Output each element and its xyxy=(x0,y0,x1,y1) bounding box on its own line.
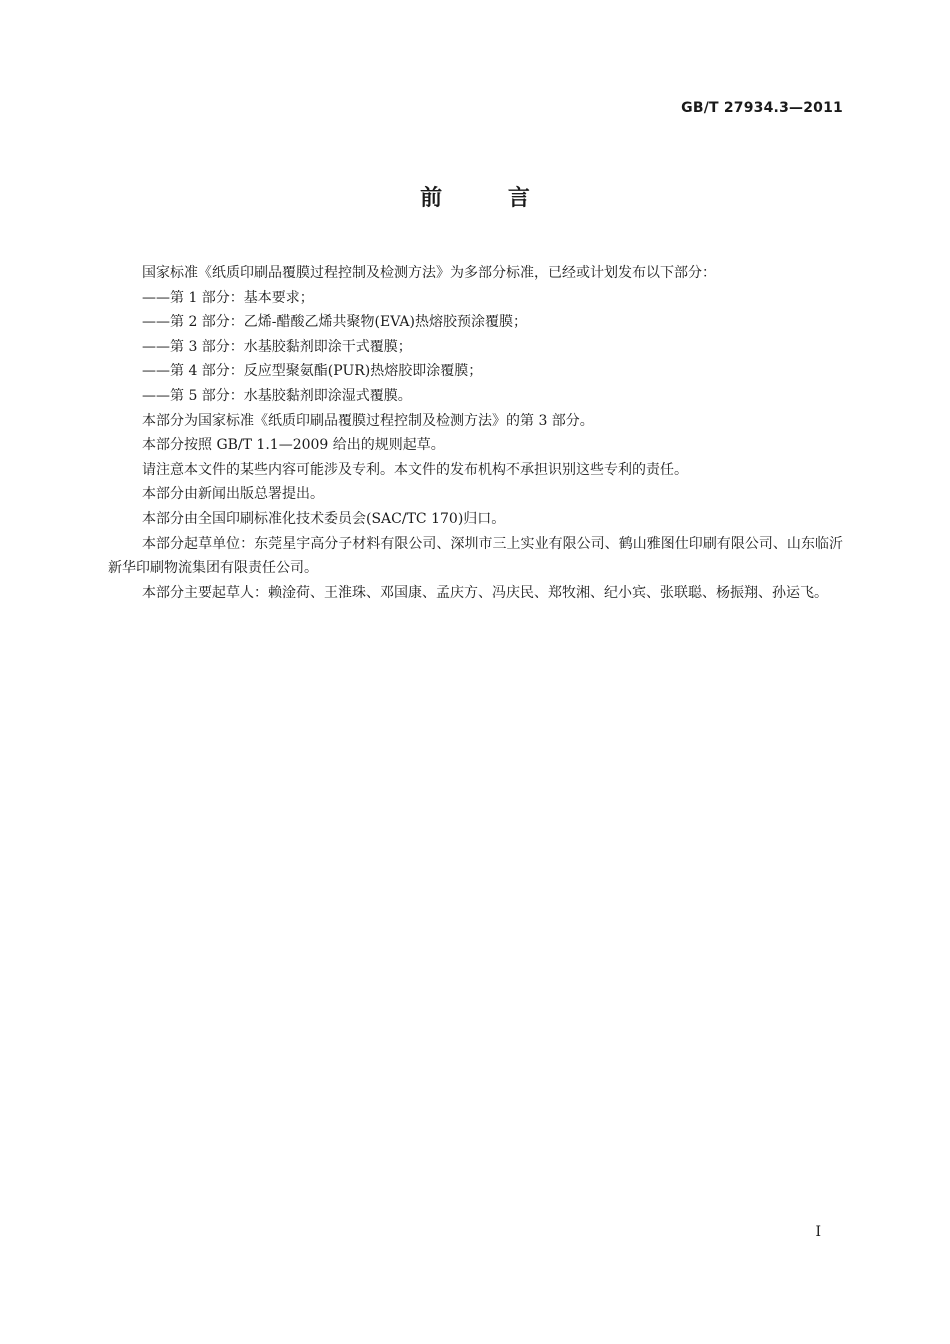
body-paragraph: 本部分按照 GB/T 1.1—2009 给出的规则起草。 xyxy=(142,437,445,454)
foreword-body xyxy=(108,261,843,605)
part-list-item: ——第 3 部分：水基胶黏剂即涂干式覆膜； xyxy=(142,338,412,355)
part-list-item: ——第 1 部分：基本要求； xyxy=(142,289,314,306)
part-list-item: ——第 2 部分：乙烯-醋酸乙烯共聚物(EVA)热熔胶预涂覆膜； xyxy=(142,314,527,331)
part-list-item: ——第 4 部分：反应型聚氨酯(PUR)热熔胶即涂覆膜； xyxy=(142,363,483,380)
body-paragraph: 本部分为国家标准《纸质印刷品覆膜过程控制及检测方法》的第 3 部分。 xyxy=(142,412,594,429)
body-paragraph: 本部分由新闻出版总署提出。 xyxy=(142,486,324,503)
page-number: I xyxy=(815,1224,821,1240)
drafters-paragraph: 本部分主要起草人：赖淦荷、王淮珠、邓国康、孟庆方、冯庆民、郑牧湘、纪小宾、张联聪、杨振翔、孙运飞。 xyxy=(142,584,828,601)
page-title: 前 言 xyxy=(420,186,530,211)
standard-code: GB/T 27934.3—2011 xyxy=(681,100,843,116)
body-paragraph: 请注意本文件的某些内容可能涉及专利。本文件的发布机构不承担识别这些专利的责任。 xyxy=(142,461,688,478)
part-list-item: ——第 5 部分：水基胶黏剂即涂湿式覆膜。 xyxy=(142,387,412,404)
intro-paragraph: 国家标准《纸质印刷品覆膜过程控制及检测方法》为多部分标准，已经或计划发布以下部分： xyxy=(142,265,716,281)
body-paragraph: 本部分由全国印刷标准化技术委员会(SAC/TC 170)归口。 xyxy=(142,510,506,527)
drafting-units-paragraph: 本部分起草单位：东莞星宇高分子材料有限公司、深圳市三上实业有限公司、鹤山雅图仕印刷有限公司、山东临沂新华印刷物流集团有限责任公司。 xyxy=(108,535,843,577)
